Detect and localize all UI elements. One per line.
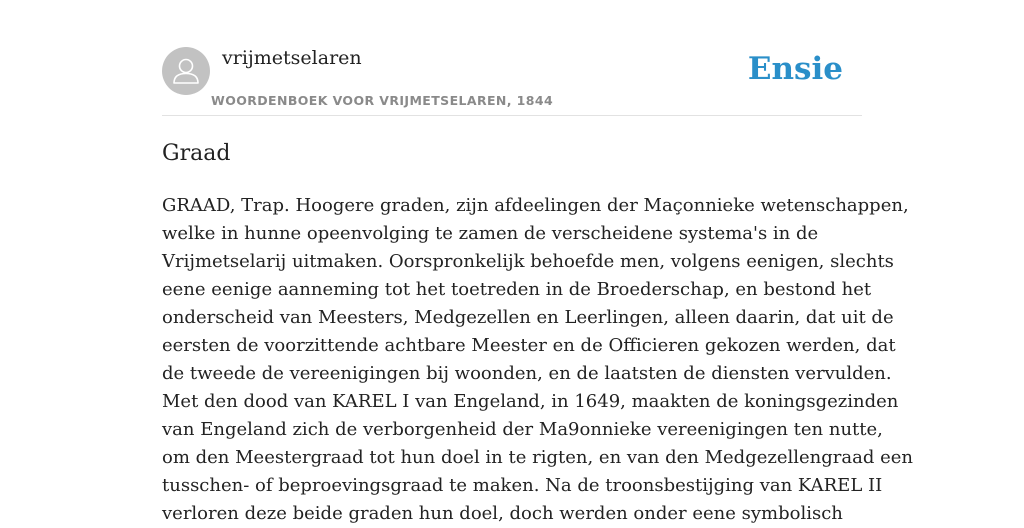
article-line: eersten de voorzittende achtbare Meester en de Officieren gekozen werden, dat: [162, 335, 896, 356]
source-dictionary[interactable]: WOORDENBOEK VOOR VRIJMETSELAREN, 1844: [211, 93, 554, 108]
article-line: om den Meestergraad tot hun doel in te rigten, en van den Medgezellengraad een: [162, 447, 913, 468]
header-divider: [162, 115, 862, 116]
article-line: GRAAD, Trap. Hoogere graden, zijn afdeelingen der Maçonnieke wetenschappen,: [162, 195, 909, 216]
article-line: verloren deze beide graden hun doel, doch werden onder eene symbolisch: [162, 503, 843, 524]
article-line: Met den dood van KAREL I van Engeland, in 1649, maakten de koningsgezinden: [162, 391, 899, 412]
author-avatar[interactable]: [162, 47, 210, 95]
article-line: Vrijmetselarij uitmaken. Oorspronkelijk behoefde men, volgens eenigen, slechts: [162, 251, 894, 272]
article-body: [162, 192, 913, 528]
article-line: eene eenige aanneming tot het toetreden in de Broederschap, en bestond het: [162, 279, 872, 300]
article-line: tusschen- of beproevingsgraad te maken. Na de troonsbestijging van KAREL II: [162, 475, 883, 496]
author-name[interactable]: vrijmetselaren: [222, 47, 362, 69]
ensie-logo[interactable]: Ensie: [747, 51, 843, 87]
article-title: Graad: [162, 141, 231, 166]
article-line: onderscheid van Meesters, Medgezellen en Leerlingen, alleen daarin, dat uit de: [162, 307, 894, 328]
article-line: de tweede de vereenigingen bij woonden, en de laatsten de diensten vervulden.: [162, 363, 892, 384]
article-line: welke in hunne opeenvolging te zamen de verscheidene systema's in de: [162, 223, 819, 244]
user-silhouette-icon: [162, 47, 210, 95]
article-line: van Engeland zich de verborgenheid der Ma9onnieke vereenigingen ten nutte,: [162, 419, 883, 440]
